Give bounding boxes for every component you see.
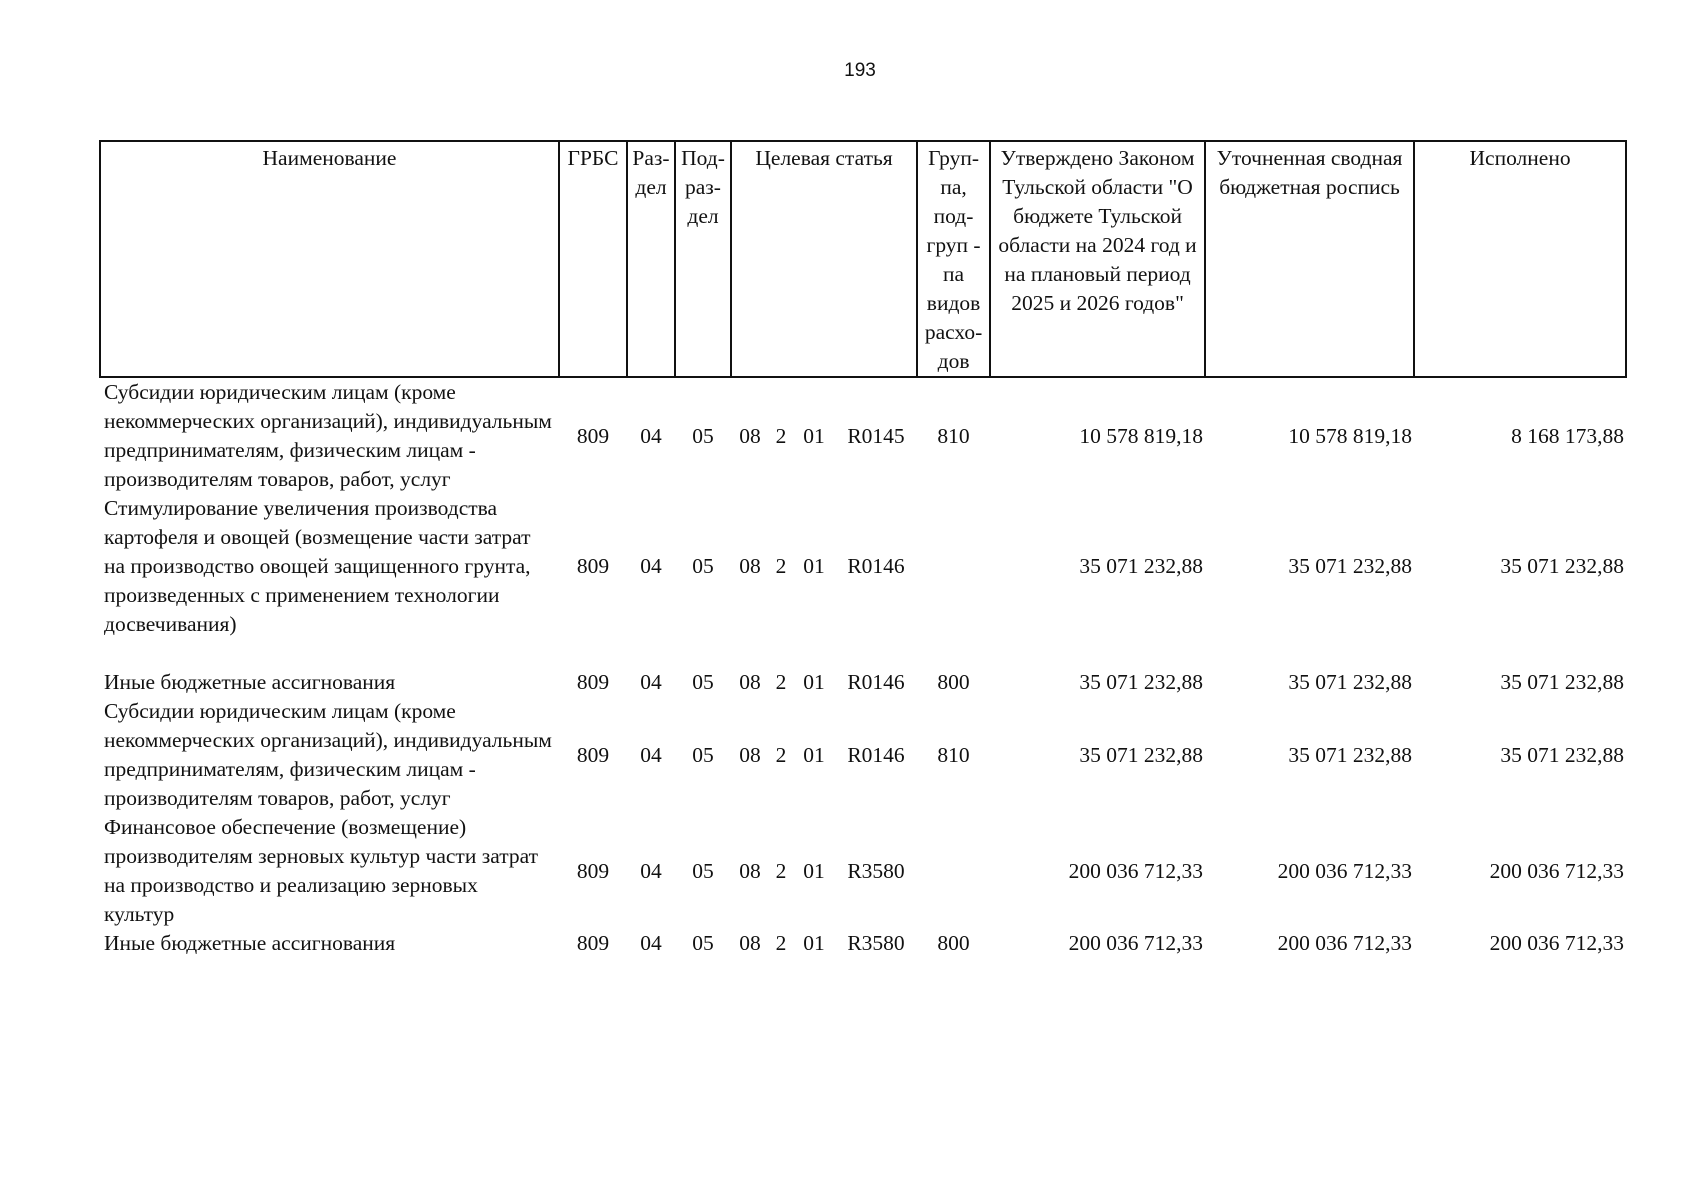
row-razdel: 04: [640, 742, 662, 767]
row-expense-group: 800: [937, 931, 970, 955]
budget-table-container: [99, 140, 1625, 958]
row-approved: 10 578 819,18: [1079, 423, 1204, 448]
row-grbs: 809: [576, 858, 610, 883]
row-grbs: 809: [576, 670, 610, 694]
table-body: [100, 377, 1626, 958]
row-executed: 35 071 232,88: [1500, 742, 1625, 767]
row-podrazdel: 05: [692, 742, 714, 767]
table-row: [100, 494, 1626, 668]
row-podrazdel: 05: [692, 858, 714, 883]
budget-table: [99, 140, 1627, 958]
page-number: 193: [844, 60, 876, 81]
row-approved: 200 036 712,33: [1068, 931, 1204, 955]
table-header: [100, 141, 1626, 377]
row-target-program: 08: [739, 931, 761, 955]
row-expense-group: 810: [937, 423, 970, 448]
row-target-program: 08: [739, 423, 761, 448]
row-grbs: 809: [576, 554, 610, 578]
row-revised: 35 071 232,88: [1288, 554, 1413, 578]
header-row: [100, 141, 1626, 377]
row-name: Иные бюджетные ассигнования: [104, 670, 396, 694]
row-executed: 200 036 712,33: [1489, 931, 1625, 955]
row-target-program: 08: [739, 554, 761, 578]
row-expense-group: 810: [937, 742, 970, 767]
row-revised: 200 036 712,33: [1277, 858, 1413, 883]
row-name: Финансовое обеспечение (возмещение) производителям зерновых культур части затрат на производство и реализацию зерновых культур: [104, 815, 538, 926]
header-podrazdel: Под-раз-дел: [675, 141, 731, 377]
row-revised: 200 036 712,33: [1277, 931, 1413, 955]
header-target-article: Целевая статья: [731, 141, 917, 377]
header-executed: Исполнено: [1414, 141, 1626, 377]
row-target-direction: R0146: [847, 554, 905, 578]
row-razdel: 04: [640, 423, 662, 448]
row-target-subprogram: 2: [775, 554, 787, 578]
row-podrazdel: 05: [692, 423, 714, 448]
row-target-event: 01: [803, 858, 825, 883]
table-row: [100, 929, 1626, 958]
header-approved: Утверждено Законом Тульской области "О бюджете Тульской области на 2024 год и на плановый период 2025 и 2026 годов": [990, 141, 1205, 377]
row-expense-group: 800: [937, 670, 970, 694]
row-approved: 200 036 712,33: [1068, 858, 1204, 883]
row-razdel: 04: [640, 858, 662, 883]
row-razdel: 04: [640, 670, 662, 694]
row-target-subprogram: 2: [775, 423, 787, 448]
row-revised: 35 071 232,88: [1288, 670, 1413, 694]
header-razdel: Раз-дел: [627, 141, 675, 377]
row-name: Иные бюджетные ассигнования: [104, 931, 396, 955]
row-podrazdel: 05: [692, 554, 714, 578]
row-approved: 35 071 232,88: [1079, 554, 1204, 578]
header-name: Наименование: [100, 141, 559, 377]
row-revised: 35 071 232,88: [1288, 742, 1413, 767]
table-row: [100, 377, 1626, 494]
row-executed: 8 168 173,88: [1511, 423, 1625, 448]
row-razdel: 04: [640, 931, 662, 955]
row-executed: 35 071 232,88: [1500, 670, 1625, 694]
row-target-direction: R0146: [847, 742, 905, 767]
header-grbs: ГРБС: [559, 141, 627, 377]
row-target-program: 08: [739, 858, 761, 883]
row-approved: 35 071 232,88: [1079, 670, 1204, 694]
row-executed: 200 036 712,33: [1489, 858, 1625, 883]
row-podrazdel: 05: [692, 670, 714, 694]
row-target-event: 01: [803, 931, 825, 955]
row-approved: 35 071 232,88: [1079, 742, 1204, 767]
row-expense-group: [917, 813, 990, 929]
row-revised: 10 578 819,18: [1288, 423, 1413, 448]
row-target-direction: R3580: [847, 858, 905, 883]
row-target-event: 01: [803, 670, 825, 694]
row-executed: 35 071 232,88: [1500, 554, 1625, 578]
row-razdel: 04: [640, 554, 662, 578]
row-podrazdel: 05: [692, 931, 714, 955]
row-name: Субсидии юридическим лицам (кроме некоммерческих организаций), индивидуальным предпринимателям, физическим лицам - производителям товаров, работ, услуг: [104, 699, 552, 810]
row-target-event: 01: [803, 423, 825, 448]
table-row: [100, 668, 1626, 697]
row-target-event: 01: [803, 554, 825, 578]
row-grbs: 809: [576, 742, 610, 767]
row-target-subprogram: 2: [775, 742, 787, 767]
row-target-direction: R3580: [847, 931, 905, 955]
row-name: Субсидии юридическим лицам (кроме некоммерческих организаций), индивидуальным предпринимателям, физическим лицам - производителям товаров, работ, услуг: [104, 380, 552, 491]
table-row: [100, 813, 1626, 929]
row-target-subprogram: 2: [775, 931, 787, 955]
row-target-direction: R0145: [847, 423, 905, 448]
row-target-subprogram: 2: [775, 670, 787, 694]
row-target-event: 01: [803, 742, 825, 767]
row-expense-group: [917, 494, 990, 668]
row-name: Стимулирование увеличения производства картофеля и овощей (возмещение части затрат на производство овощей защищенного грунта, произведенных с применением технологии досвечивания): [104, 496, 531, 636]
row-grbs: 809: [576, 423, 610, 448]
row-grbs: 809: [576, 931, 610, 955]
header-revised: Уточненная сводная бюджетная роспись: [1205, 141, 1414, 377]
table-row: [100, 697, 1626, 813]
header-expense-group: Груп-па, под-груп - па видов расхо-дов: [917, 141, 990, 377]
row-target-program: 08: [739, 670, 761, 694]
row-target-subprogram: 2: [775, 858, 787, 883]
row-target-program: 08: [739, 742, 761, 767]
row-target-direction: R0146: [847, 670, 905, 694]
